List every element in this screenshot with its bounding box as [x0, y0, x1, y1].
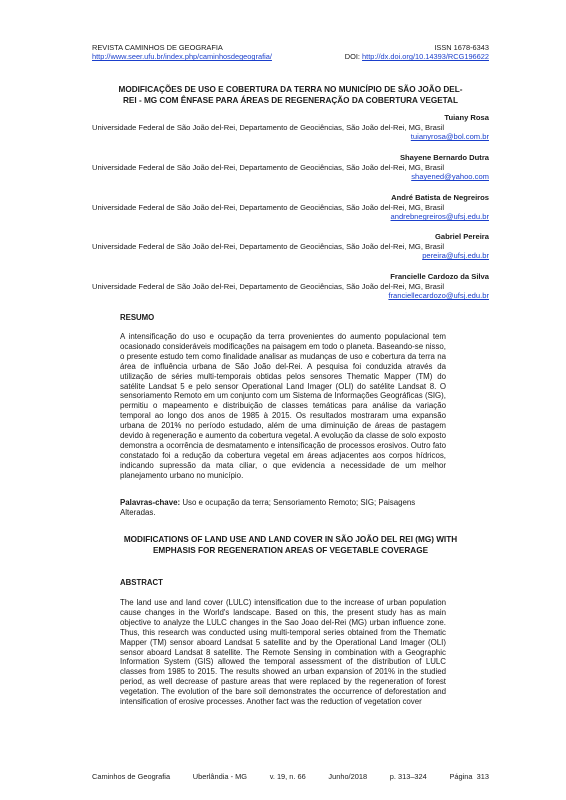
author-block-1 — [92, 113, 489, 142]
keywords-label: Palavras-chave: — [120, 498, 181, 507]
keywords — [120, 498, 446, 518]
author-affiliation: Universidade Federal de São João del-Rei, Departamento de Geociências, São João del-Rei, MG, Brasil — [92, 241, 445, 251]
author-name: Shayene Bernardo Dutra — [399, 153, 489, 162]
author-block-2 — [92, 153, 489, 182]
author-block-5 — [92, 272, 489, 301]
journal-name: REVISTA CAMINHOS DE GEOGRAFIA — [92, 43, 223, 52]
author-email-link[interactable]: tuianyrosa@bol.com.br — [410, 132, 489, 142]
author-email-link[interactable]: franciellecardozo@ufsj.edu.br — [388, 291, 489, 301]
author-affiliation: Universidade Federal de São João del-Rei, Departamento de Geociências, São João del-Rei, MG, Brasil — [92, 281, 445, 291]
footer-city: Uberlândia - MG — [192, 772, 247, 781]
author-affiliation: Universidade Federal de São João del-Rei, Departamento de Geociências, São João del-Rei, MG, Brasil — [92, 202, 445, 212]
page-footer — [92, 772, 489, 781]
author-name: Tuiany Rosa — [444, 113, 489, 122]
resumo-text: A intensificação do uso e ocupação da terra provenientes do aumento populacional tem ocasionado consideráveis modificações na paisagem em todo o planeta. Baseando-se nisso, o presente estudo tem como finalidade analisar as mudanças de uso e cobertura da terra na área de influência urbana de São João del-Rei. A pesquisa foi conduzida através da utilização de séries multi-temporais obtidas pelos sensores Thematic Mapper (TM) do satélite Landsat 5 e pelo sensor Operational Land Imager (OLI) do satélite Landsat 8. O sensoriamento Remoto em um conjunto com um Sistema de Informações Geográficas (SIG), permitiu o mapeamento e distribuição de classes temáticas para análise da variação temporal ao longo dos anos de 1985 à 2015. Os resultados mostraram uma expansão urbana de 201% no período estudado, além de uma diminuição de áreas de pastagem devido à regeneração e aumento da cobertura vegetal. A evolução da classe de solo exposto demonstra a ocorrência de desmatamento e intensificação de processos erosivos. Outro fato constatado foi a redução da cobertura vegetal em áreas adjacentes aos corpos hídricos, indicando supressão da mata ciliar, o que evidencia a necessidade de um melhor planejamento urbano no município. — [120, 332, 446, 480]
abstract-heading: ABSTRACT — [120, 578, 163, 587]
abstract-text: The land use and land cover (LULC) intensification due to the increase of urban population cause changes in the World's landscape. Based on this, the present study has as main objective to analyze the LULC changes in the Sao Joao del-Rei (MG) urban influence zone. Thus, this research was conducted using multi-temporal series obtained from the Thematic Mapper (TM) sensor aboard Landsat 5 satellite and by the Operational Land Imager (OLI) sensor aboard Landsat 8 satellite. The Remote Sensing in combination with a Geographic Information System (GIS) allowed the temporal assessment of the distribution of LULC classes from 1985 to 2015. The results showed an urban expansion of 201% in the studied period, as well decrease of pasture areas that were replaced by the regeneration of forest vegetation. The evolution of the bare soil demonstrates the occurrence of deforestation and intensification of erosive processes. Another fact was the reduction of vegetation cover — [120, 598, 446, 707]
author-email-link[interactable]: pereira@ufsj.edu.br — [422, 251, 489, 261]
paper-title-en — [92, 534, 489, 556]
footer-page-no: 313 — [476, 772, 489, 781]
title-en-line-1: MODIFICATIONS OF LAND USE AND LAND COVER IN SÃO JOÃO DEL REI (MG) WITH — [123, 535, 458, 544]
footer-pages: p. 313–324 — [389, 772, 427, 781]
title-pt-line-2: REI - MG COM ÊNFASE PARA ÁREAS DE REGENERAÇÃO DA COBERTURA VEGETAL — [123, 96, 458, 105]
author-block-4 — [92, 232, 489, 261]
footer-journal: Caminhos de Geografia — [92, 772, 171, 781]
running-header — [92, 43, 489, 62]
footer-page-label: Página — [449, 772, 473, 781]
doi-label: DOI: — [344, 52, 360, 62]
issn: ISSN 1678-6343 — [434, 43, 489, 52]
journal-url-link[interactable]: http://www.seer.ufu.br/index.php/caminhosdegeografia/ — [92, 52, 272, 62]
author-name: Gabriel Pereira — [434, 232, 489, 241]
author-email-link[interactable]: andrebnegreiros@ufsj.edu.br — [390, 212, 489, 222]
author-affiliation: Universidade Federal de São João del-Rei, Departamento de Geociências, São João del-Rei, MG, Brasil — [92, 162, 445, 172]
author-affiliation: Universidade Federal de São João del-Rei, Departamento de Geociências, São João del-Rei, MG, Brasil — [92, 122, 445, 132]
footer-page-number — [449, 772, 488, 781]
doi-line — [345, 52, 489, 61]
author-name: Francielle Cardozo da Silva — [390, 272, 489, 281]
keywords-text: Uso e ocupação da terra; Sensoriamento Remoto; SIG; Paisagens Alteradas. — [120, 498, 416, 517]
author-block-3 — [92, 193, 489, 222]
footer-volume: v. 19, n. 66 — [269, 772, 306, 781]
title-pt-line-1: MODIFICAÇÕES DE USO E COBERTURA DA TERRA NO MUNICÍPIO DE SÃO JOÃO DEL- — [118, 85, 463, 94]
title-en-line-2: EMPHASIS FOR REGENERATION AREAS OF VEGETABLE COVERAGE — [152, 546, 429, 555]
paper-title-pt — [92, 84, 489, 106]
footer-date: Junho/2018 — [328, 772, 368, 781]
doi-link[interactable]: http://dx.doi.org/10.14393/RCG196622 — [362, 52, 489, 62]
author-email-link[interactable]: shayened@yahoo.com — [411, 172, 489, 182]
resumo-heading: RESUMO — [120, 313, 155, 322]
author-name: André Batista de Negreiros — [391, 193, 489, 202]
